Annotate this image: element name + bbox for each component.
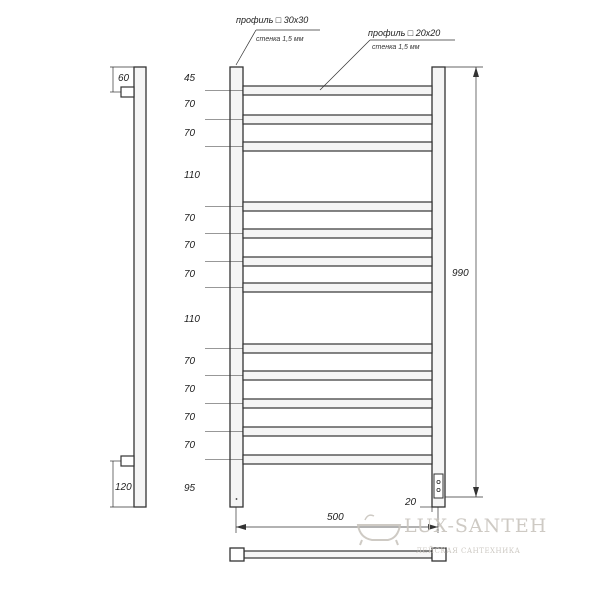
top-view-left-post [230, 548, 244, 561]
main-profile-callout [236, 15, 320, 65]
spacing-label: 110 [184, 314, 200, 325]
side-top-dimension: 60 [118, 73, 130, 84]
spacing-labels [184, 73, 200, 494]
rung [243, 229, 432, 238]
top-view-bar [244, 551, 432, 558]
top-view [230, 548, 446, 561]
rung [243, 115, 432, 124]
spacing-label: 70 [184, 440, 196, 451]
spacing-label: 70 [184, 412, 196, 423]
spacing-label: 45 [184, 73, 196, 84]
watermark-tagline: ЛЕЙСКАЯ САНТЕХНИКА [416, 547, 521, 555]
rung [243, 142, 432, 151]
right-upright [432, 67, 445, 507]
main-profile-wall: стенка 1,5 мм [256, 36, 304, 43]
spacing-label: 110 [184, 170, 200, 181]
overall-height-label: 990 [452, 268, 469, 279]
spacing-label: 70 [184, 269, 196, 280]
main-profile-label: профиль □ 30x30 [236, 15, 309, 25]
rung-profile-label: профиль □ 20x20 [368, 28, 441, 38]
side-bottom-dimension: 120 [115, 482, 132, 493]
spacing-label: 70 [184, 356, 196, 367]
side-view-bottom-bracket [121, 456, 134, 466]
rung [243, 86, 432, 95]
rung [243, 202, 432, 211]
bottom-offset-dimension [404, 497, 432, 512]
spacing-label: 70 [184, 128, 196, 139]
rung [243, 399, 432, 408]
rung [243, 371, 432, 380]
spacing-label: 70 [184, 384, 196, 395]
rungs [243, 86, 432, 464]
rung [243, 283, 432, 292]
side-view-post [134, 67, 146, 507]
rung [243, 344, 432, 353]
spacing-label: 70 [184, 240, 196, 251]
rung [243, 427, 432, 436]
rung-profile-wall: стенка 1,5 мм [372, 44, 420, 51]
rung [243, 257, 432, 266]
spacing-label: 70 [184, 99, 196, 110]
connector-box [434, 474, 443, 498]
overall-height-dimension [445, 67, 483, 497]
bottom-offset-label: 20 [405, 497, 417, 508]
bathtub-logo-icon [358, 525, 400, 545]
spacing-label: 95 [184, 483, 196, 494]
side-view [110, 67, 146, 507]
left-upright [230, 67, 243, 507]
side-view-top-bracket [121, 87, 134, 97]
front-view [205, 67, 445, 507]
rung [243, 455, 432, 464]
watermark [358, 515, 547, 555]
watermark-brand: LUX-SANTEH [404, 515, 548, 537]
width-label: 500 [327, 512, 344, 523]
spacing-label: 70 [184, 213, 196, 224]
left-upright-marker [236, 498, 238, 500]
